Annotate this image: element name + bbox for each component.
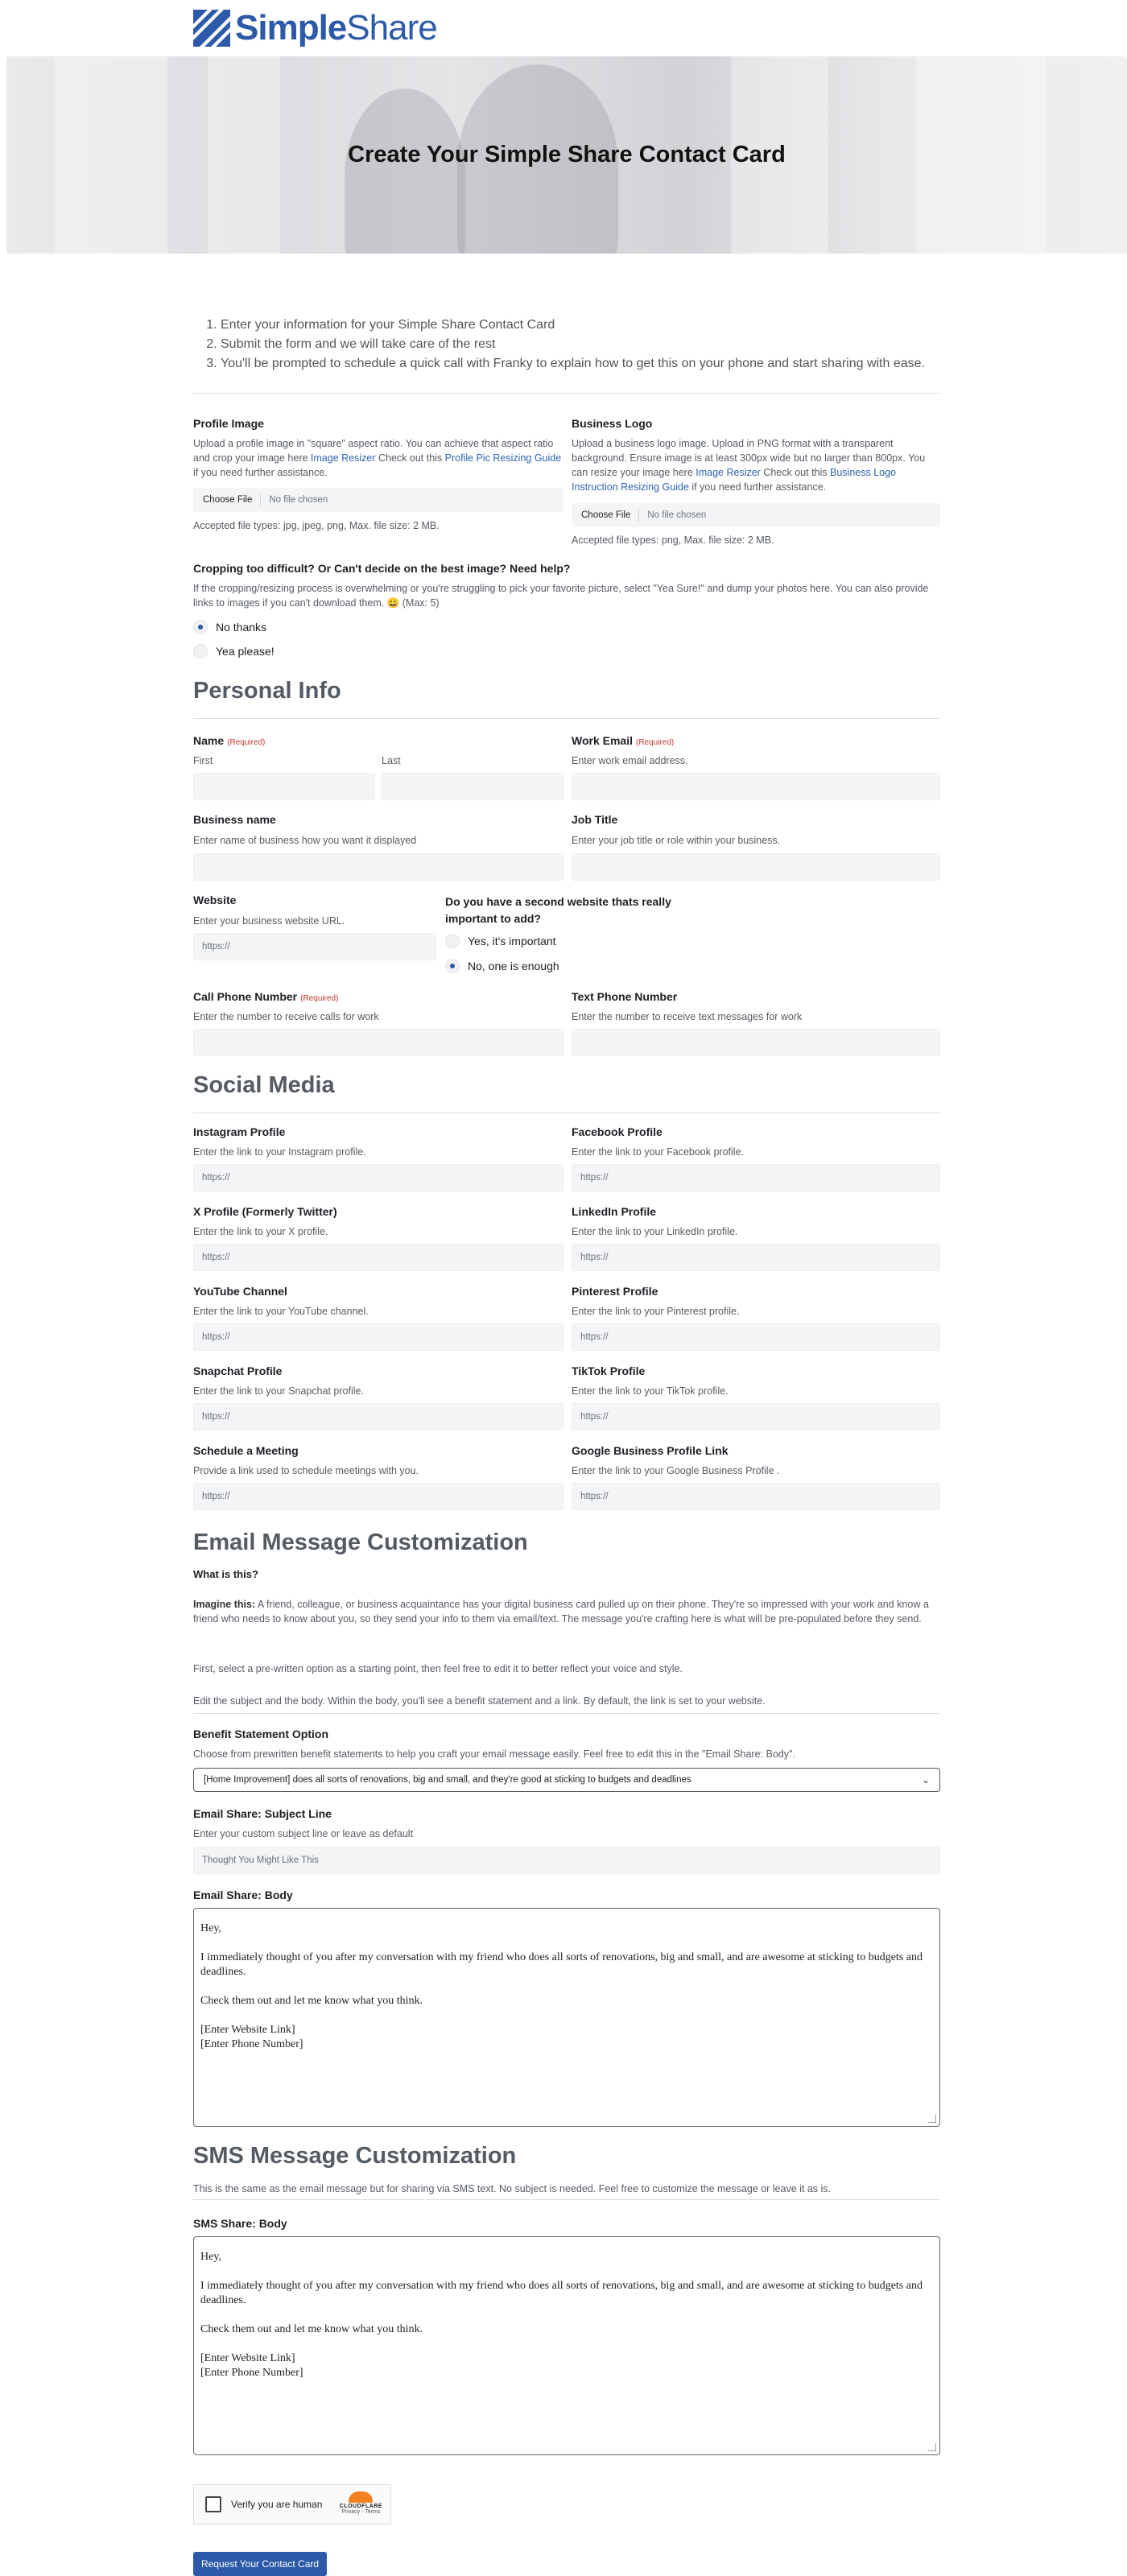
text-phone-label: Text Phone Number: [572, 990, 678, 1003]
radio-yea-please[interactable]: Yea please!: [193, 644, 275, 658]
name-label: Name (Required): [193, 734, 266, 747]
linkedin-profile-input[interactable]: https://: [572, 1244, 940, 1271]
linkedin-profile-label: LinkedIn Profile: [572, 1205, 657, 1218]
first-name-input[interactable]: [193, 773, 375, 800]
profile-image-file-input[interactable]: [193, 488, 564, 512]
radio-second-site-yes[interactable]: Yes, it's important: [445, 934, 556, 948]
instructions-list: [193, 316, 940, 374]
business-logo-accepted: Accepted file types: png, Max. file size: 2 MB.: [572, 535, 774, 546]
profile-image-label: Profile Image: [193, 417, 264, 430]
subject-line-help: Enter your custom subject line or leave as default: [193, 1828, 414, 1839]
x-profile-formerly-twitter-help: Enter the link to your X profile.: [193, 1226, 328, 1237]
sms-body-textarea[interactable]: Hey, I immediately thought of you after my conversation with my friend who does all sorts of renovations, big and small, and are awesome at sticking to budgets and deadlines. Check them out and let me know what you think. [Enter Website Link] [Enter Phone Number]: [193, 2236, 940, 2455]
help-offer-help: If the cropping/resizing process is overwhelming or you're struggling to pick your favorite picture, select "Yea Sure!" and dump your photos here. You can also provide links to images if you can't download them. 😀 (Max: 5): [193, 583, 929, 609]
business-logo-file-input[interactable]: [572, 503, 940, 527]
work-email-input[interactable]: [572, 773, 940, 800]
captcha-widget: [193, 2484, 391, 2524]
divider: [193, 393, 940, 394]
google-business-profile-link-label: Google Business Profile Link: [572, 1444, 729, 1457]
snapchat-profile-input[interactable]: https://: [193, 1403, 564, 1430]
page-title: Create Your Simple Share Contact Card: [348, 142, 786, 167]
job-title-input[interactable]: [572, 853, 940, 881]
radio-unchecked-icon[interactable]: [445, 934, 460, 948]
subject-line-label: Email Share: Subject Line: [193, 1807, 332, 1820]
radio-checked-icon[interactable]: [193, 620, 208, 634]
instagram-profile-input[interactable]: https://: [193, 1164, 564, 1191]
youtube-channel-help: Enter the link to your YouTube channel.: [193, 1306, 369, 1317]
profile-image-accepted: Accepted file types: jpg, jpeg, png, Max. file size: 2 MB.: [193, 520, 440, 531]
email-body-label: Email Share: Body: [193, 1889, 293, 1901]
simple-share-logo[interactable]: [193, 10, 437, 47]
call-phone-help: Enter the number to receive calls for work: [193, 1011, 379, 1022]
business-name-label: Business name: [193, 813, 276, 826]
x-profile-formerly-twitter-input[interactable]: https://: [193, 1244, 564, 1271]
email-paragraph-3: Edit the subject and the body. Within the body, you'll see a benefit statement and a link. By default, the link is set to your website.: [193, 1695, 766, 1707]
logo-mark-icon: [193, 10, 230, 47]
tiktok-profile-help: Enter the link to your TikTok profile.: [572, 1385, 729, 1397]
email-customization-title: Email Message Customization: [193, 1530, 528, 1555]
instagram-profile-help: Enter the link to your Instagram profile.: [193, 1146, 366, 1158]
sms-help: This is the same as the email message but for sharing via SMS text. No subject is needed. Feel free to customize the message or leave it as is.: [193, 2183, 832, 2194]
website-help: Enter your business website URL.: [193, 915, 345, 927]
divider: [193, 2199, 940, 2200]
image-resizer-link[interactable]: Image Resizer: [310, 452, 376, 464]
file-status: No file chosen: [269, 495, 328, 505]
cloudflare-logo: CLOUDFLARE Privacy - Terms: [340, 2491, 382, 2515]
image-resizer-link[interactable]: Image Resizer: [696, 467, 761, 478]
captcha-checkbox[interactable]: [205, 2496, 221, 2512]
divider: [193, 718, 940, 719]
list-item: 3. You'll be prompted to schedule a quick call with Franky to explain how to get this on your phone and start sharing with ease.: [221, 354, 940, 374]
last-name-sublabel: Last: [382, 755, 401, 766]
choose-file-button[interactable]: Choose File: [573, 509, 639, 522]
text-phone-input[interactable]: [572, 1029, 940, 1056]
schedule-a-meeting-input[interactable]: https://: [193, 1483, 564, 1510]
work-email-help: Enter work email address.: [572, 755, 688, 766]
chevron-down-icon: ⌄: [921, 1774, 930, 1785]
instagram-profile-label: Instagram Profile: [193, 1125, 286, 1138]
top-bar: [0, 0, 1127, 56]
pinterest-profile-label: Pinterest Profile: [572, 1285, 658, 1298]
youtube-channel-input[interactable]: https://: [193, 1323, 564, 1351]
second-website-label: Do you have a second website thats really important to add?: [445, 895, 671, 925]
email-body-textarea[interactable]: Hey, I immediately thought of you after my conversation with my friend who does all sorts of renovations, big and small, and are awesome at sticking to budgets and deadlines. Check them out and let me know what you think. [Enter Website Link] [Enter Phone Number]: [193, 1908, 940, 2127]
benefit-statement-select[interactable]: [Home Improvement] does all sorts of renovations, big and small, and they're good at sticking to budgets and deadlines ⌄: [193, 1768, 940, 1792]
facebook-profile-input[interactable]: https://: [572, 1164, 940, 1191]
job-title-label: Job Title: [572, 813, 618, 826]
personal-info-title: Personal Info: [193, 678, 341, 704]
radio-second-site-no[interactable]: No, one is enough: [445, 959, 559, 973]
business-logo-label: Business Logo: [572, 417, 653, 430]
profile-pic-guide-link[interactable]: Profile Pic Resizing Guide: [444, 452, 562, 464]
hero-banner: [6, 56, 1127, 254]
text-phone-help: Enter the number to receive text messages for work: [572, 1011, 803, 1022]
choose-file-button[interactable]: Choose File: [195, 493, 261, 506]
call-phone-input[interactable]: [193, 1029, 564, 1056]
imagine-paragraph: Imagine this: A friend, colleague, or business acquaintance has your digital business card pulled up on their phone. They're so impressed with your work and know a friend who needs to know about you, so they send your info to them via email/text. The message you're crafting here is what will be pre-populated before they send.: [193, 1599, 929, 1624]
captcha-label: Verify you are human: [231, 2499, 323, 2510]
tiktok-profile-input[interactable]: https://: [572, 1403, 940, 1430]
business-logo-guide-link[interactable]: Business Logo Instruction Resizing Guide: [572, 467, 897, 493]
cloud-icon: [349, 2491, 373, 2503]
resize-handle-icon[interactable]: [928, 2115, 936, 2123]
tiktok-profile-label: TikTok Profile: [572, 1364, 646, 1377]
list-item: 2. Submit the form and we will take care of the rest: [221, 335, 940, 354]
what-is-this-heading: What is this?: [193, 1568, 258, 1580]
snapchat-profile-help: Enter the link to your Snapchat profile.: [193, 1385, 364, 1397]
benefit-statement-help: Choose from prewritten benefit statements to help you craft your email message easily. Feel free to edit this in the "Email Share: Body".: [193, 1748, 795, 1760]
work-email-label: Work Email (Required): [572, 734, 675, 747]
youtube-channel-label: YouTube Channel: [193, 1285, 287, 1298]
file-status: No file chosen: [647, 510, 707, 520]
google-business-profile-link-help: Enter the link to your Google Business Profile .: [572, 1465, 780, 1476]
business-logo-help: Upload a business logo image. Upload in PNG format with a transparent background. Ensure image is at least 300px wide but no larger than 800px. You can resize your image here Image Resizer Check out this Business Logo Instruction Resizing Guide if you need further assistance.: [572, 438, 926, 493]
facebook-profile-label: Facebook Profile: [572, 1125, 663, 1138]
request-contact-card-button[interactable]: Request Your Contact Card: [193, 2552, 327, 2576]
logo-wordmark: SimpleShare: [235, 8, 437, 47]
snapchat-profile-label: Snapchat Profile: [193, 1364, 283, 1377]
resize-handle-icon[interactable]: [928, 2443, 936, 2451]
list-item: 1. Enter your information for your Simple Share Contact Card: [221, 316, 940, 335]
schedule-a-meeting-help: Provide a link used to schedule meetings with you.: [193, 1465, 419, 1476]
radio-no-thanks[interactable]: No thanks: [193, 620, 266, 634]
email-paragraph-2: First, select a pre-written option as a starting point, then feel free to edit it to better reflect your voice and style.: [193, 1663, 683, 1674]
first-name-sublabel: First: [193, 755, 213, 766]
x-profile-formerly-twitter-label: X Profile (Formerly Twitter): [193, 1205, 337, 1218]
business-name-input[interactable]: [193, 853, 564, 881]
privacy-terms-links[interactable]: Privacy - Terms: [341, 2509, 381, 2515]
website-label: Website: [193, 894, 237, 906]
last-name-input[interactable]: [382, 773, 564, 800]
divider: [193, 1713, 940, 1714]
website-input[interactable]: https://: [193, 933, 436, 960]
call-phone-label: Call Phone Number (Required): [193, 990, 339, 1003]
business-name-help: Enter name of business how you want it displayed: [193, 835, 417, 846]
google-business-profile-link-input[interactable]: https://: [572, 1483, 940, 1510]
help-offer-label: Cropping too difficult? Or Can't decide on the best image? Need help?: [193, 562, 571, 575]
subject-line-input[interactable]: Thought You Might Like This: [193, 1847, 940, 1874]
sms-customization-title: SMS Message Customization: [193, 2143, 517, 2169]
pinterest-profile-help: Enter the link to your Pinterest profile.: [572, 1306, 740, 1317]
social-media-title: Social Media: [193, 1072, 335, 1098]
sms-body-label: SMS Share: Body: [193, 2217, 287, 2230]
facebook-profile-help: Enter the link to your Facebook profile.: [572, 1146, 745, 1158]
pinterest-profile-input[interactable]: https://: [572, 1323, 940, 1351]
schedule-a-meeting-label: Schedule a Meeting: [193, 1444, 299, 1457]
benefit-statement-label: Benefit Statement Option: [193, 1728, 329, 1740]
linkedin-profile-help: Enter the link to your LinkedIn profile.: [572, 1226, 738, 1237]
radio-unchecked-icon[interactable]: [193, 644, 208, 658]
job-title-help: Enter your job title or role within your business.: [572, 835, 781, 846]
profile-image-help: Upload a profile image in "square" aspect ratio. You can achieve that aspect ratio and crop your image here Image Resizer Check out this Profile Pic Resizing Guide if you need further assistance.: [193, 438, 562, 478]
radio-checked-icon[interactable]: [445, 959, 460, 973]
